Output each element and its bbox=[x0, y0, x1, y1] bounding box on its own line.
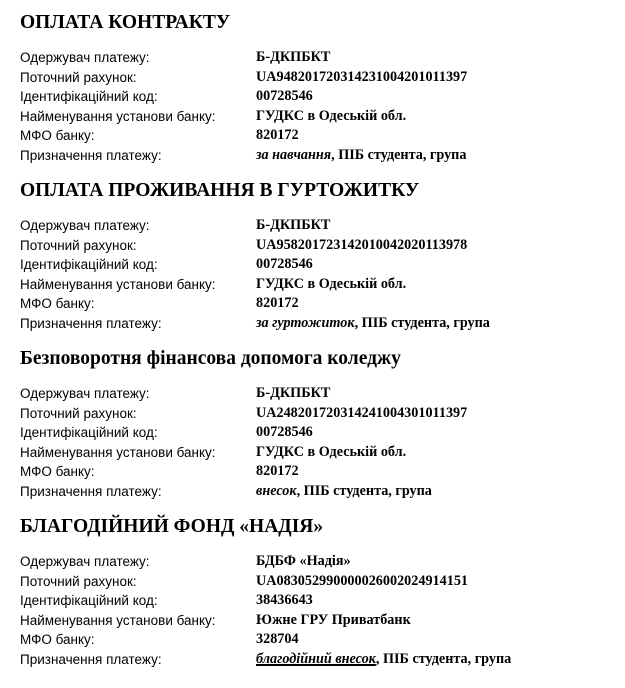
detail-value: UA248201720314241004301011397 bbox=[256, 404, 468, 421]
detail-label: Призначення платежу: bbox=[20, 483, 162, 499]
detail-row-purpose bbox=[20, 314, 610, 334]
section-title: БЛАГОДІЙНИЙ ФОНД «НАДІЯ» bbox=[20, 516, 324, 537]
detail-row-bank-name bbox=[20, 107, 610, 127]
detail-value: ГУДКС в Одеській обл. bbox=[256, 107, 407, 124]
detail-label: Одержувач платежу: bbox=[20, 554, 150, 569]
detail-label: Ідентифікаційний код: bbox=[20, 257, 158, 273]
purpose-italic: внесок bbox=[256, 482, 297, 499]
detail-row-bank-name bbox=[20, 611, 610, 631]
purpose-rest: , ПІБ студента, група bbox=[354, 314, 490, 331]
details-list bbox=[20, 48, 610, 166]
section-charity-fund bbox=[20, 515, 610, 667]
purpose-italic: за навчання bbox=[256, 146, 332, 163]
detail-value: UA948201720314231004201011397 bbox=[256, 68, 468, 85]
detail-row-account bbox=[20, 572, 610, 592]
purpose-rest: , ПІБ студента, група bbox=[331, 146, 467, 163]
detail-value: Южне ГРУ Приватбанк bbox=[256, 611, 411, 628]
detail-value: ГУДКС в Одеській обл. bbox=[256, 275, 407, 292]
detail-row-mfo bbox=[20, 462, 610, 482]
detail-label: МФО банку: bbox=[20, 464, 95, 480]
detail-value: 820172 bbox=[256, 463, 299, 480]
detail-label: МФО банку: bbox=[20, 128, 95, 144]
detail-row-account bbox=[20, 404, 610, 424]
purpose-rest: , ПІБ студента, група bbox=[375, 650, 512, 667]
detail-value: Б-ДКПБКТ bbox=[256, 49, 331, 65]
detail-label: Поточний рахунок: bbox=[20, 237, 137, 253]
detail-row-mfo bbox=[20, 294, 610, 314]
detail-value bbox=[256, 482, 432, 502]
detail-label: Поточний рахунок: bbox=[20, 405, 137, 421]
detail-value bbox=[256, 146, 466, 166]
detail-label: МФО банку: bbox=[20, 632, 95, 648]
detail-row-id-code bbox=[20, 255, 610, 275]
detail-label: Найменування установи банку: bbox=[20, 612, 216, 628]
detail-row-id-code bbox=[20, 87, 610, 107]
section-title: Безповоротня фінансова допомога коледжу bbox=[20, 348, 401, 369]
detail-value: 00728546 bbox=[256, 88, 313, 105]
detail-value: 00728546 bbox=[256, 424, 313, 441]
detail-value: Б-ДКПБКТ bbox=[256, 385, 331, 401]
detail-label: Ідентифікаційний код: bbox=[20, 593, 158, 609]
detail-value: 820172 bbox=[256, 295, 299, 312]
detail-row-id-code bbox=[20, 423, 610, 443]
detail-value: Б-ДКПБКТ bbox=[256, 217, 331, 233]
detail-row-account bbox=[20, 68, 610, 88]
detail-row-bank-name bbox=[20, 443, 610, 463]
detail-row-mfo bbox=[20, 630, 610, 650]
section-title: ОПЛАТА ПРОЖИВАННЯ В ГУРТОЖИТКУ bbox=[20, 180, 420, 201]
detail-row-bank-name bbox=[20, 275, 610, 295]
detail-value: ГУДКС в Одеській обл. bbox=[256, 443, 407, 460]
details-list bbox=[20, 216, 610, 334]
detail-row-id-code bbox=[20, 591, 610, 611]
detail-label: МФО банку: bbox=[20, 296, 95, 312]
purpose-rest: , ПІБ студента, група bbox=[296, 482, 432, 499]
detail-row-recipient bbox=[20, 552, 610, 572]
detail-value bbox=[256, 650, 511, 670]
detail-label: Призначення платежу: bbox=[20, 315, 162, 331]
detail-label: Ідентифікаційний код: bbox=[20, 425, 158, 441]
detail-row-recipient bbox=[20, 384, 610, 404]
purpose-italic: за гуртожиток bbox=[256, 314, 355, 331]
section-dormitory-payment bbox=[20, 179, 610, 331]
detail-value: 820172 bbox=[256, 127, 299, 144]
detail-row-recipient bbox=[20, 216, 610, 236]
details-list bbox=[20, 552, 610, 670]
detail-label: Ідентифікаційний код: bbox=[20, 89, 158, 105]
detail-value: UA958201723142010042020113978 bbox=[256, 236, 468, 253]
detail-label: Призначення платежу: bbox=[20, 651, 162, 667]
detail-value: 00728546 bbox=[256, 256, 313, 273]
detail-label: Найменування установи банку: bbox=[20, 444, 216, 460]
detail-label: Найменування установи банку: bbox=[20, 276, 216, 292]
detail-row-account bbox=[20, 236, 610, 256]
detail-row-purpose bbox=[20, 650, 610, 670]
detail-value: БДБФ «Надія» bbox=[256, 553, 351, 569]
detail-label: Одержувач платежу: bbox=[20, 386, 150, 401]
purpose-italic: благодійний внесок bbox=[256, 650, 376, 667]
detail-value: UA083052990000026002024914151 bbox=[256, 572, 469, 589]
detail-value bbox=[256, 314, 490, 334]
detail-label: Одержувач платежу: bbox=[20, 218, 150, 233]
detail-value: 328704 bbox=[256, 631, 299, 648]
detail-label: Поточний рахунок: bbox=[20, 573, 137, 589]
detail-row-purpose bbox=[20, 482, 610, 502]
detail-value: 38436643 bbox=[256, 592, 313, 609]
detail-label: Призначення платежу: bbox=[20, 147, 162, 163]
detail-label: Одержувач платежу: bbox=[20, 50, 150, 65]
detail-row-recipient bbox=[20, 48, 610, 68]
detail-row-purpose bbox=[20, 146, 610, 166]
detail-label: Найменування установи банку: bbox=[20, 108, 216, 124]
details-list bbox=[20, 384, 610, 502]
detail-label: Поточний рахунок: bbox=[20, 69, 137, 85]
detail-row-mfo bbox=[20, 126, 610, 146]
section-title: ОПЛАТА КОНТРАКТУ bbox=[20, 12, 231, 33]
section-contract-payment bbox=[20, 11, 610, 163]
section-college-donation bbox=[20, 347, 610, 499]
